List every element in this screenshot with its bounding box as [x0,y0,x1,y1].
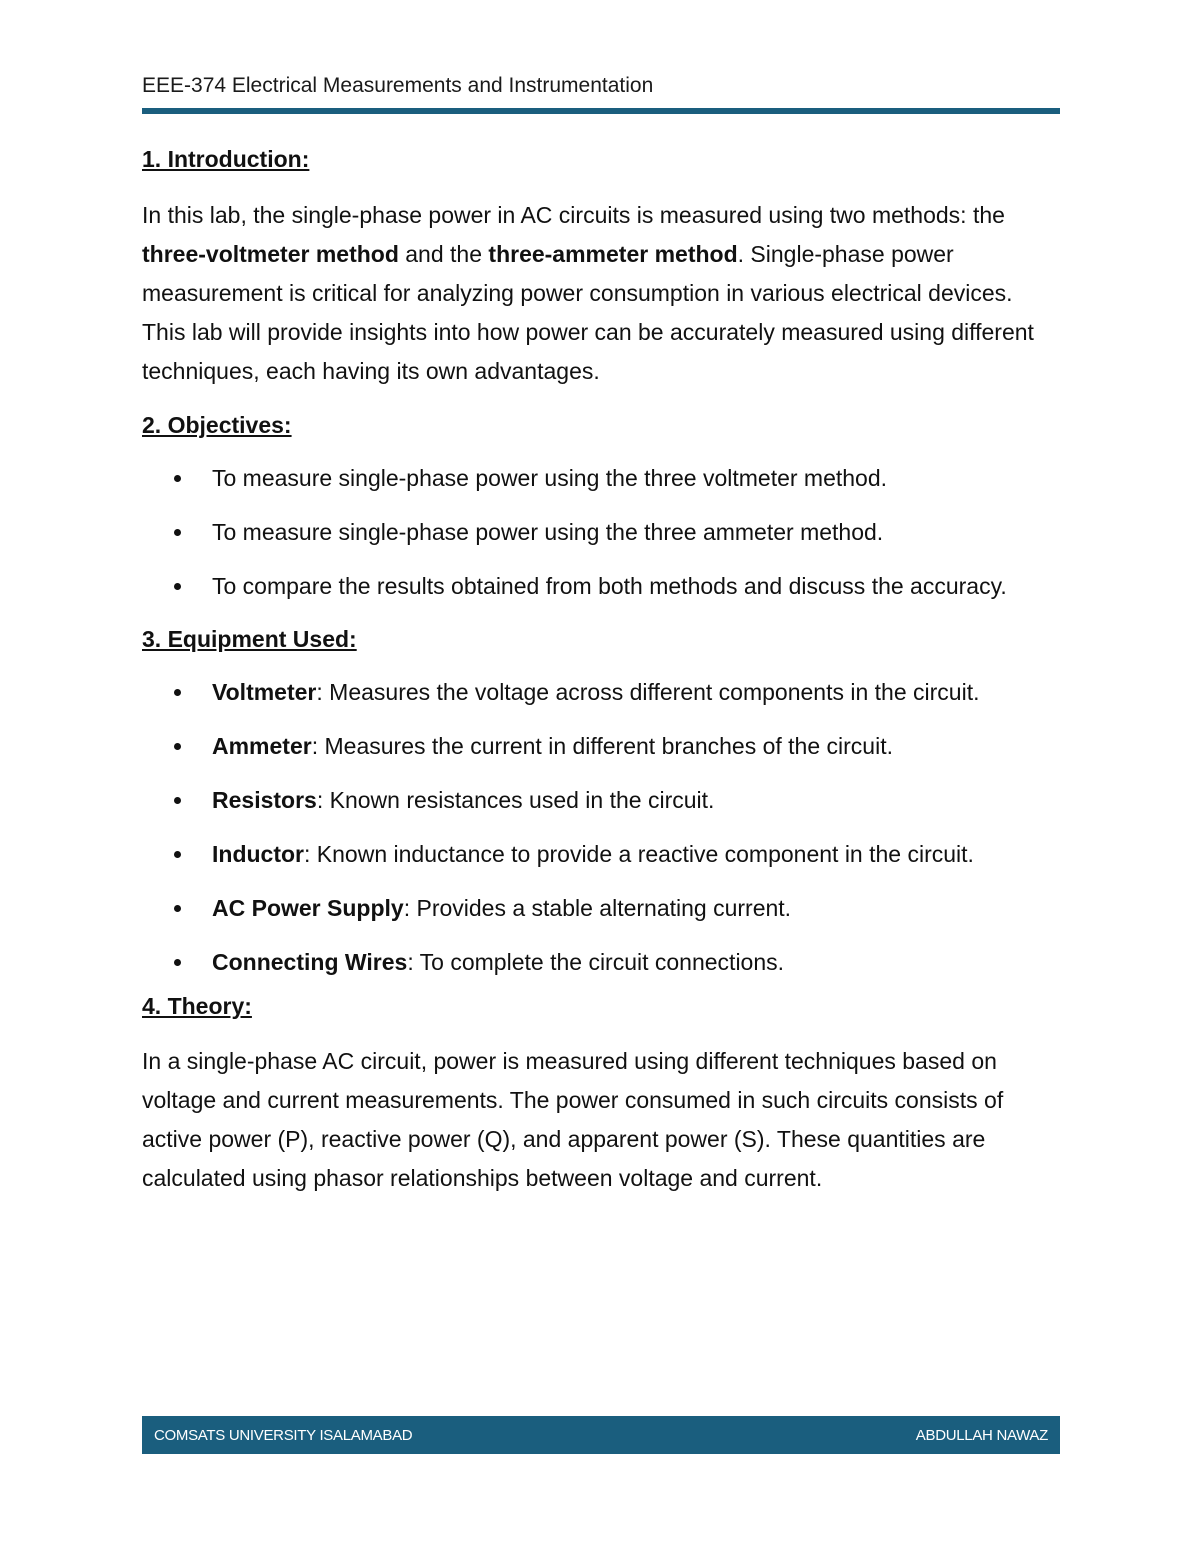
footer-author: ABDULLAH NAWAZ [915,1426,1048,1444]
equipment-item [142,835,1060,873]
equipment-desc: : Provides a stable alternating current. [403,895,792,921]
footer-institution: COMSATS UNIVERSITY ISALAMABAD [154,1426,413,1444]
intro-text-2: and the [398,241,489,267]
theory-heading: 4. Theory: [142,993,252,1019]
equipment-desc: : To complete the circuit connections. [407,949,785,975]
objective-item [142,459,1060,497]
equipment-desc: : Measures the current in different branches of the circuit. [311,733,893,759]
equipment-name: Inductor [212,841,304,867]
objective-item [142,567,1060,605]
equipment-item [142,727,1060,765]
objective-item [142,513,1060,551]
objectives-list [142,459,1060,605]
bullet-icon [174,689,181,696]
objectives-heading: 2. Objectives: [142,412,292,438]
objective-text: To measure single-phase power using the three voltmeter method. [212,465,888,491]
equipment-heading: 3. Equipment Used: [142,626,357,652]
theory-paragraph: In a single-phase AC circuit, power is measured using different techniques based on voltage and current measurements. The power consumed in such circuits consists of active power (P), reactive power (Q), and apparent power (S). These quantities are calculated using phasor relationships between voltage and current. [142,1048,1004,1191]
objective-text: To compare the results obtained from both methods and discuss the accuracy. [212,573,1007,599]
equipment-desc: : Measures the voltage across different components in the circuit. [316,679,980,705]
bullet-icon [174,905,181,912]
bullet-icon [174,959,181,966]
document-body [142,141,1060,1198]
equipment-list [142,673,1060,981]
page-header [142,72,1060,114]
bullet-icon [174,529,181,536]
equipment-item [142,781,1060,819]
intro-text-1: In this lab, the single-phase power in AC circuits is measured using two methods: the [142,202,1005,228]
bullet-icon [174,475,181,482]
equipment-name: Ammeter [212,733,312,759]
equipment-desc: : Known inductance to provide a reactive component in the circuit. [304,841,974,867]
equipment-item [142,943,1060,981]
objective-text: To measure single-phase power using the three ammeter method. [212,519,884,545]
equipment-item [142,673,1060,711]
equipment-name: Voltmeter [212,679,317,705]
page-footer [142,1416,1060,1454]
bullet-icon [174,583,181,590]
introduction-paragraph [142,196,1060,391]
equipment-item [142,889,1060,927]
equipment-name: Connecting Wires [212,949,408,975]
bullet-icon [174,851,181,858]
equipment-name: AC Power Supply [212,895,404,921]
bullet-icon [174,797,181,804]
bullet-icon [174,743,181,750]
introduction-heading: 1. Introduction: [142,146,310,172]
header-rule [142,108,1060,114]
intro-text-3: . Single-phase power measurement is critical for analyzing power consumption in various electrical devices. This lab will provide insights into how power can be accurately measured using different techniques, each having its own advantages. [142,241,1034,384]
intro-bold-2: three-ammeter method [488,241,738,267]
intro-bold-1: three-voltmeter method [142,241,399,267]
header-title: EEE-374 Electrical Measurements and Instrumentation [142,74,654,97]
equipment-name: Resistors [212,787,317,813]
equipment-desc: : Known resistances used in the circuit. [316,787,715,813]
